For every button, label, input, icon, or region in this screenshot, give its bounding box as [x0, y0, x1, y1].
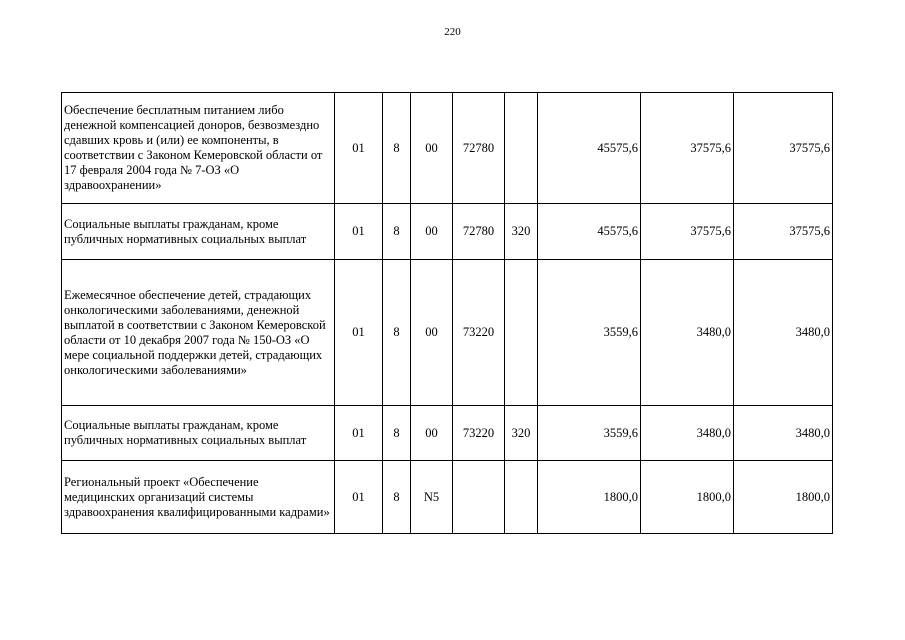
amount-year-1: 45575,6 [538, 93, 641, 204]
subprogram-code: N5 [411, 461, 453, 534]
amount-year-1: 3559,6 [538, 260, 641, 406]
program-code: 8 [383, 406, 411, 461]
table-row [62, 461, 833, 534]
amount-year-3: 37575,6 [734, 204, 833, 260]
amount-year-3: 37575,6 [734, 93, 833, 204]
section-code: 01 [335, 93, 383, 204]
expense-type-code: 320 [505, 204, 538, 260]
row-name: Обеспечение бесплатным питанием либо денежной компенсацией доноров, безвозмездно сдавших кровь и (или) ее компоненты, в соответствии с Законом Кемеровской области от 17 февраля 2004 года № 7-ОЗ «О здравоохранении» [62, 93, 335, 204]
amount-year-3: 1800,0 [734, 461, 833, 534]
row-name: Социальные выплаты гражданам, кроме публичных нормативных социальных выплат [62, 204, 335, 260]
page-number: 220 [444, 26, 461, 38]
direction-code: 73220 [453, 260, 505, 406]
amount-year-2: 37575,6 [641, 93, 734, 204]
amount-year-3: 3480,0 [734, 406, 833, 461]
program-code: 8 [383, 260, 411, 406]
direction-code: 72780 [453, 93, 505, 204]
section-code: 01 [335, 204, 383, 260]
subprogram-code: 00 [411, 260, 453, 406]
section-code: 01 [335, 461, 383, 534]
amount-year-1: 3559,6 [538, 406, 641, 461]
expense-type-code [505, 93, 538, 204]
amount-year-1: 45575,6 [538, 204, 641, 260]
table-row [62, 260, 833, 406]
table-row [62, 204, 833, 260]
amount-year-2: 3480,0 [641, 406, 734, 461]
expense-type-code [505, 260, 538, 406]
direction-code: 72780 [453, 204, 505, 260]
section-code: 01 [335, 260, 383, 406]
program-code: 8 [383, 204, 411, 260]
table-row [62, 406, 833, 461]
row-name: Ежемесячное обеспечение детей, страдающих онкологическими заболеваниями, денежной выплатой в соответствии с Законом Кемеровской области от 10 декабря 2007 года № 150-ОЗ «О мере социальной поддержки детей, страдающих онкологическими заболеваниями» [62, 260, 335, 406]
expense-type-code [505, 461, 538, 534]
amount-year-2: 1800,0 [641, 461, 734, 534]
table-row [62, 93, 833, 204]
direction-code [453, 461, 505, 534]
subprogram-code: 00 [411, 204, 453, 260]
row-name: Региональный проект «Обеспечение медицинских организаций системы здравоохранения квалифицированными кадрами» [62, 461, 335, 534]
expense-type-code: 320 [505, 406, 538, 461]
amount-year-1: 1800,0 [538, 461, 641, 534]
amount-year-2: 3480,0 [641, 260, 734, 406]
row-name: Социальные выплаты гражданам, кроме публичных нормативных социальных выплат [62, 406, 335, 461]
program-code: 8 [383, 461, 411, 534]
budget-table [61, 92, 833, 534]
section-code: 01 [335, 406, 383, 461]
amount-year-3: 3480,0 [734, 260, 833, 406]
subprogram-code: 00 [411, 93, 453, 204]
amount-year-2: 37575,6 [641, 204, 734, 260]
subprogram-code: 00 [411, 406, 453, 461]
program-code: 8 [383, 93, 411, 204]
direction-code: 73220 [453, 406, 505, 461]
